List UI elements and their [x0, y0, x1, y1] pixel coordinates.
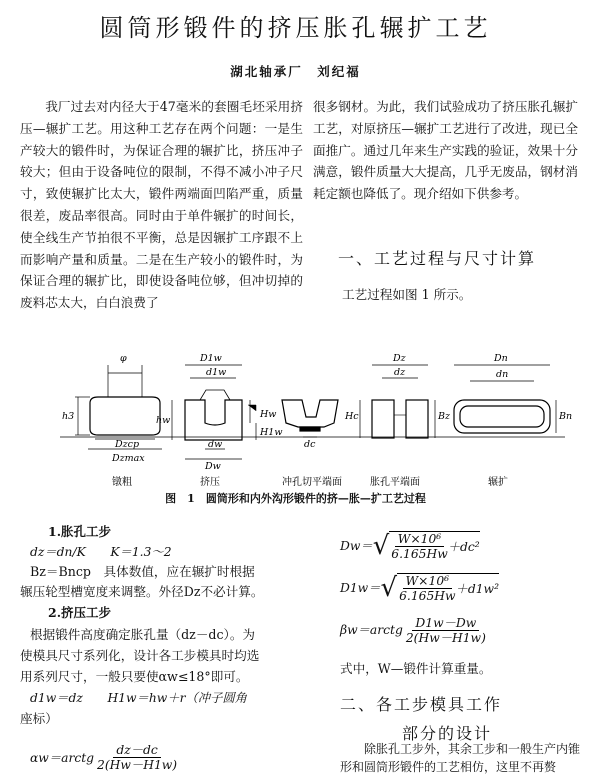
author-line: 湖北轴承厂 刘纪福 — [230, 64, 361, 79]
dim-H1w: H1w — [260, 427, 283, 438]
article-title: 圆筒形锻件的挤压胀孔辗扩工艺 — [99, 14, 492, 42]
D1w-den: 6.165Hw — [399, 589, 456, 603]
step1-line-2: Bz＝Bncp 具体数值，应在辗扩时根据 — [30, 564, 255, 579]
stage-label-expand: 胀孔平端面 — [370, 477, 420, 488]
section2-text: 除胀孔工步外，其余工步和一般生产内锥形和圆筒形锻件的工艺相仿，这里不再赘 — [340, 742, 581, 774]
dim-d1w: D1w — [200, 353, 222, 364]
alpha-equation — [30, 743, 310, 772]
dim-dz: dz — [394, 367, 406, 378]
D1w-tail: ＋d1w² — [455, 581, 499, 596]
dim-Hw: Hw — [260, 409, 277, 420]
dim-dw: dw — [208, 439, 223, 450]
step2-eq-a2: 座标） — [20, 711, 58, 726]
dim-Bz: Bz — [438, 411, 450, 422]
upset-blank-sketch — [75, 365, 162, 449]
intro-paragraph-right — [313, 96, 578, 205]
process-figure — [20, 345, 575, 510]
step2-line-3: 用系列尺寸，一般只要使αw≤18°即可。 — [20, 669, 249, 684]
intro-paragraph-left — [20, 96, 303, 314]
dim-dzcp: Dzcp — [115, 439, 140, 450]
dim-Dn: Dn — [494, 353, 508, 364]
stage-label-upset: 镦粗 — [112, 477, 132, 488]
stage-label-extrude: 挤压 — [200, 477, 220, 488]
step2-line-1: 根据锻件高度确定胀孔量（dz－dc）。为 — [30, 627, 256, 642]
dim-dzmax: Dzmax — [112, 453, 145, 464]
beta-den: 2(Hw－H1w) — [405, 630, 486, 645]
stage-label-punch: 冲孔切平端面 — [282, 477, 342, 488]
step1-line-3: 辗压轮型槽宽度来调整。外径Dz不必计算。 — [20, 584, 264, 599]
dim-hw: hw — [156, 415, 171, 426]
Dw-num: W×10⁶ — [395, 532, 445, 547]
section-heading-2-line2: 部分的设计 — [402, 723, 493, 743]
formula-note: 式中，W—锻件计算重量。 — [340, 661, 492, 676]
dim-dn: dn — [496, 369, 509, 380]
beta-num: D1w－Dw — [412, 616, 479, 631]
dim-Dw: Dw — [205, 461, 221, 472]
figure-caption: 图 1 圆筒形和内外沟形锻件的挤—胀—扩工艺过程 — [165, 492, 426, 505]
punch-cut-sketch — [282, 400, 338, 437]
right-lower-column — [340, 526, 580, 744]
step2-heading: 2.挤压工步 — [48, 605, 112, 620]
dim-Bn: Bn — [559, 411, 573, 422]
D1w-lhs: D1w＝ — [340, 581, 381, 595]
alpha-den: 2(Hw－H1w) — [97, 758, 178, 772]
beta-equation — [340, 612, 580, 648]
step1-heading: 1.胀孔工步 — [48, 524, 112, 539]
D1w-equation: D1w＝ √ $\frac{\text{W×10⁶}}{6.165Hw}$ ＋d1w² — [340, 573, 499, 603]
dim-h3: h3 — [62, 411, 75, 422]
Dw-lhs: Dw＝ — [340, 539, 373, 553]
dim-Dz: Dz — [393, 353, 406, 364]
beta-lhs: βw＝arctg — [340, 623, 403, 637]
left-lower-column — [20, 522, 310, 772]
Dw-tail: ＋dc² — [447, 539, 480, 554]
D1w-num: W×10⁶ — [403, 574, 453, 589]
step1-line-1: dz＝dn/K K＝1.3～2 — [30, 545, 172, 559]
alpha-num: dz－dc — [113, 743, 160, 758]
dim-phi: φ — [120, 353, 127, 364]
dim-dc: dc — [304, 439, 316, 450]
intro-text-left: 我厂过去对内径大于47毫米的套圈毛坯采用挤压—辗扩工艺。用这种工艺存在两个问题：一是生产较大的锻件时，为保证合理的辗扩比，挤压冲子较大；但由于设备吨位的限制，不得不减小冲子尺寸，致使辗扩比太大，锻件两端面凹陷严重，质量很差，废品率很高。同时由于单件辗扩的时间长，使全线生产节拍很不平衡，总是因辗扩工序跟不上而影响产量和质量。二是在生产较小的锻件时，为保证合理的辗扩比，即使设备吨位够，但冲切掉的废料芯太大，白白浪费了 — [20, 99, 303, 311]
alpha-lhs: αw＝arctg — [30, 750, 95, 765]
Dw-den: 6.165Hw — [391, 547, 448, 561]
stage-label-roll: 辗扩 — [488, 477, 508, 488]
dim-d1w-small: d1w — [206, 367, 227, 378]
section-heading-2-line1: 二、各工步模具工作 — [340, 694, 503, 714]
intro-text-right: 很多钢材。为此，我们试验成功了挤压胀孔辗扩工艺，对原挤压—辗扩工艺进行了改进，现已全面推广。通过几年来生产实践的验证，效果十分满意，锻件质量大大提高，几乎无废品，钢材消耗定额也降低了。现介绍如下供参考。 — [313, 99, 578, 202]
step2-eq-a: d1w＝dz H1w＝hw＋r（冲子圆角 — [30, 691, 247, 705]
section-heading-1: 一、工艺过程与尺寸计算 — [338, 249, 537, 268]
dim-Hc: Hc — [345, 411, 359, 422]
section1-text: 工艺过程如图 1 所示。 — [342, 287, 472, 302]
step2-line-2: 使模具尺寸系列化，设计各工步模具时均选 — [20, 648, 260, 663]
Dw-equation: Dw＝ √ $\frac{\text{W×10⁶}}{6.165Hw}$ ＋dc² — [340, 531, 480, 561]
